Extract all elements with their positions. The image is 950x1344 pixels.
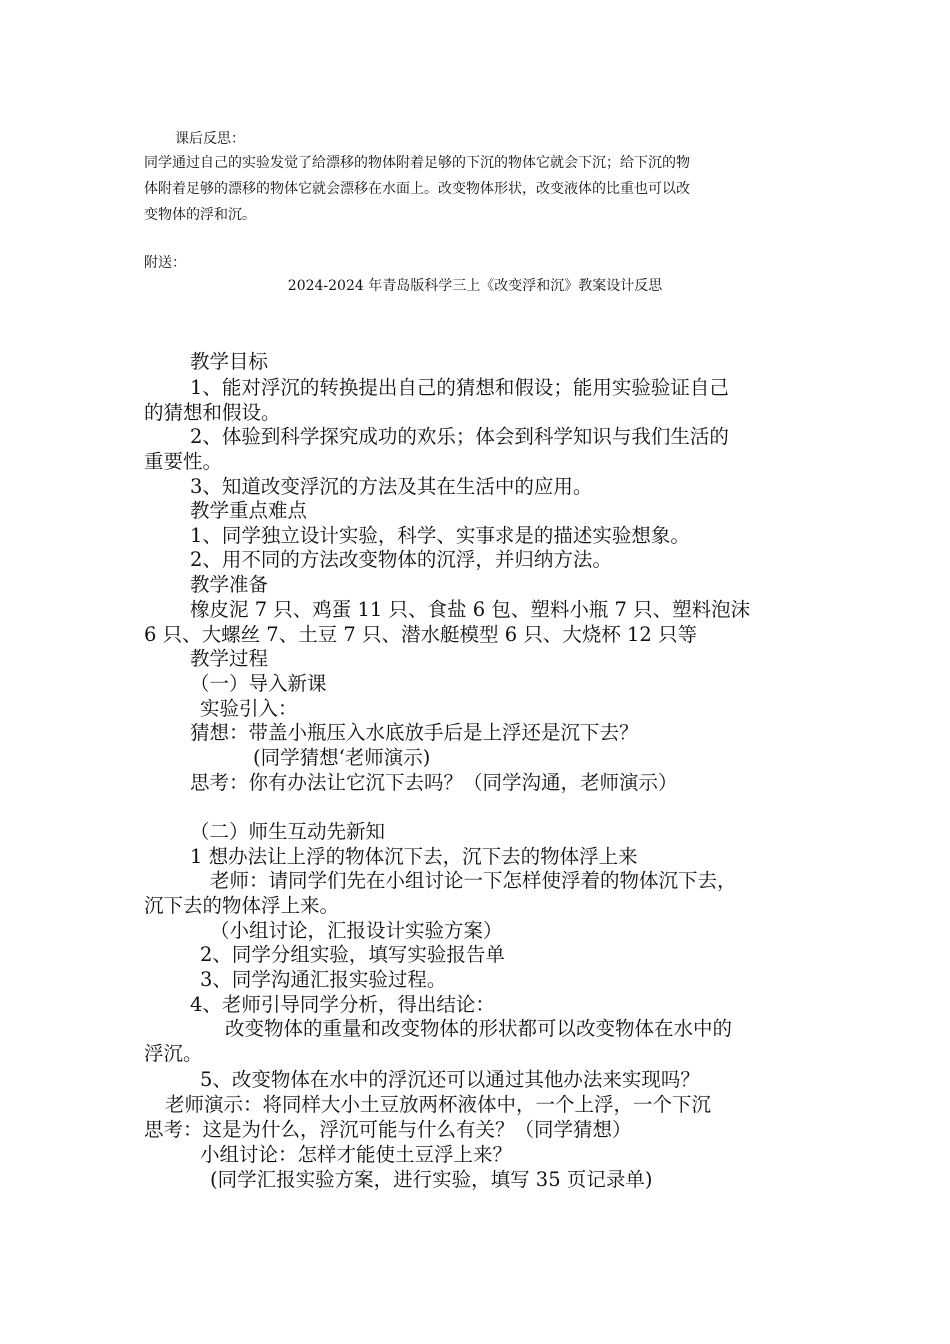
- body-line: 2、同学分组实验，填写实验报告单: [200, 943, 505, 966]
- body-line: 思考：这是为什么，浮沉可能与什么有关？（同学猜想）: [144, 1118, 632, 1141]
- subsection-heading: （二）师生互动先新知: [190, 820, 386, 843]
- body-line: 6 只、大螺丝 7、土豆 7 只、潜水艇模型 6 只、大烧杯 12 只等: [144, 623, 698, 646]
- body-line: 实验引入：: [200, 697, 298, 720]
- body-line: 思考：你有办法让它沉下去吗？（同学沟通，老师演示）: [190, 771, 678, 794]
- body-line: 小组讨论：怎样才能使土豆浮上来？: [200, 1143, 513, 1166]
- body-line: 1、同学独立设计实验，科学、实事求是的描述实验想象。: [190, 524, 690, 547]
- body-line: (同学猜想‘老师演示): [253, 746, 431, 769]
- body-line: 3、知道改变浮沉的方法及其在生活中的应用。: [190, 475, 593, 498]
- body-line: 重要性。: [144, 450, 223, 473]
- reflection-line: 体附着足够的漂移的物体它就会漂移在水面上。改变物体形状，改变液体的比重也可以改: [144, 181, 690, 197]
- body-line: 浮沉。: [144, 1042, 203, 1065]
- section-heading: 教学目标: [190, 350, 269, 373]
- section-heading: 教学重点难点: [190, 499, 308, 522]
- body-line: 2、用不同的方法改变物体的沉浮，并归纳方法。: [190, 548, 612, 571]
- body-line: 5、改变物体在水中的浮沉还可以通过其他办法来实现吗？: [200, 1068, 700, 1091]
- reflection-heading: 课后反思：: [175, 131, 245, 147]
- section-heading: 教学准备: [190, 573, 269, 596]
- subsection-heading: （一）导入新课: [190, 672, 327, 695]
- body-line: 老师：请同学们先在小组讨论一下怎样使浮着的物体沉下去，: [210, 869, 737, 892]
- body-line: (同学汇报实验方案，进行实验，填写 35 页记录单): [210, 1168, 653, 1191]
- document-title: 2024-2024 年青岛版科学三上《改变浮和沉》教案设计反思: [287, 278, 663, 294]
- body-line: 老师演示：将同样大小土豆放两杯液体中，一个上浮，一个下沉: [165, 1093, 712, 1116]
- reflection-line: 变物体的浮和沉。: [144, 207, 256, 223]
- body-line: （小组讨论，汇报设计实验方案）: [210, 919, 503, 942]
- body-line: 4、老师引导同学分析，得出结论：: [190, 993, 495, 1016]
- appendix-label: 附送：: [144, 255, 186, 271]
- body-line: 沉下去的物体浮上来。: [144, 894, 340, 917]
- body-line: 3、同学沟通汇报实验过程。: [200, 968, 447, 991]
- body-line: 2、体验到科学探究成功的欢乐；体会到科学知识与我们生活的: [190, 425, 729, 448]
- body-line: 改变物体的重量和改变物体的形状都可以改变物体在水中的: [225, 1017, 733, 1040]
- body-line: 1 想办法让上浮的物体沉下去，沉下去的物体浮上来: [190, 845, 638, 868]
- section-heading: 教学过程: [190, 647, 269, 670]
- body-line: 橡皮泥 7 只、鸡蛋 11 只、食盐 6 包、塑料小瓶 7 只、塑料泡沫: [190, 598, 751, 621]
- body-line: 猜想：带盖小瓶压入水底放手后是上浮还是沉下去？: [190, 721, 639, 744]
- body-line: 的猜想和假设。: [144, 401, 281, 424]
- reflection-line: 同学通过自己的实验发觉了给漂移的物体附着足够的下沉的物体它就会下沉；给下沉的物: [144, 155, 690, 171]
- body-line: 1、能对浮沉的转换提出自己的猜想和假设；能用实验验证自己: [190, 376, 729, 399]
